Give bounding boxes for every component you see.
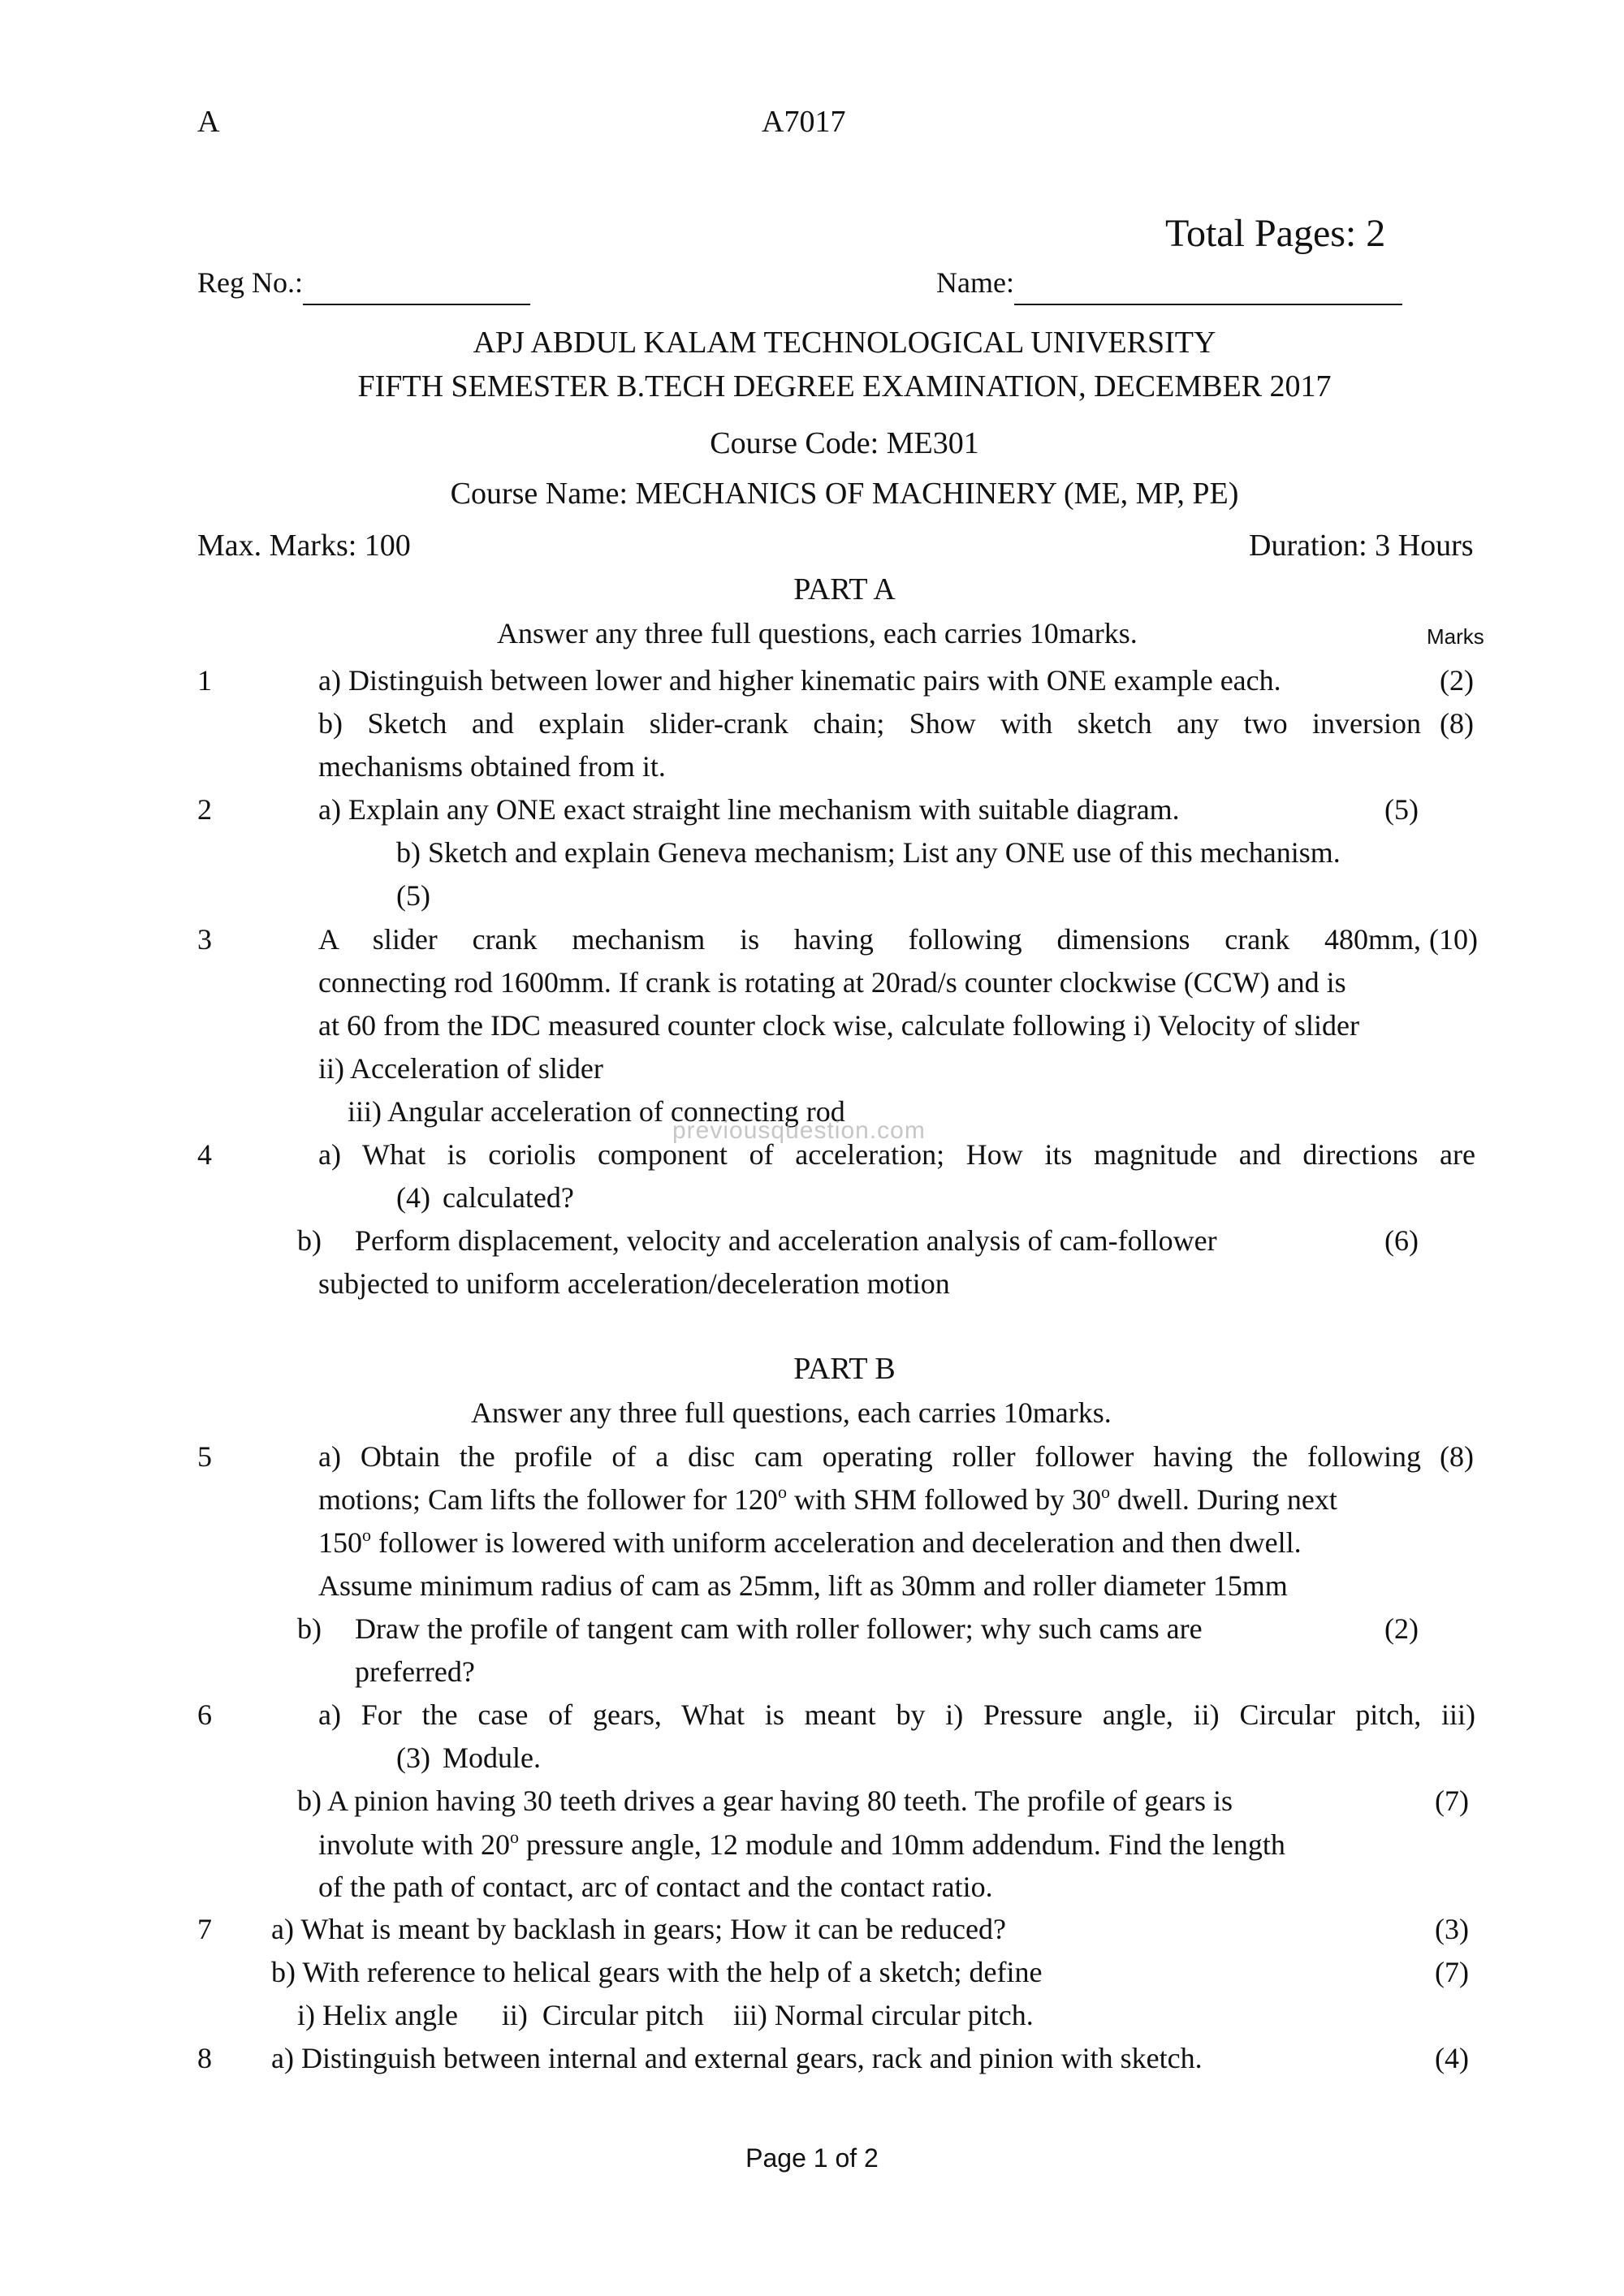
question-sub-label: b)	[297, 1612, 322, 1645]
question-number: 6	[197, 1698, 212, 1731]
question-marks: (7)	[1435, 1956, 1469, 1988]
question-text: i) Helix angle ii) Circular pitch iii) Normal circular pitch.	[297, 1999, 1034, 2031]
max-marks: Max. Marks: 100	[197, 529, 411, 563]
question-text: Assume minimum radius of cam as 25mm, lift as 30mm and roller diameter 15mm	[318, 1569, 1288, 1602]
reg-no-field	[197, 261, 530, 305]
question-marks: (8)	[1440, 707, 1474, 740]
question-5a-line3	[0, 1521, 1624, 1564]
question-7b	[0, 1951, 1624, 1993]
name-label: Name:	[936, 266, 1014, 299]
question-text: b) Sketch and explain slider-crank chain; Show with sketch any two inversion	[318, 707, 1421, 740]
question-text: 150$^o$ follower is lowered with uniform acceleration and deceleration and then dwell.	[318, 1525, 1302, 1559]
question-marks: (4)	[1435, 2042, 1469, 2074]
question-1b-cont	[0, 745, 1624, 788]
question-text: at 60 from the IDC measured counter clock wise, calculate following i) Velocity of slider	[318, 1009, 1359, 1042]
course-code: Course Code: ME301	[710, 426, 979, 460]
question-5b	[0, 1608, 1624, 1650]
name-blank	[1014, 261, 1402, 305]
question-6b-line3	[0, 1866, 1624, 1908]
part-b-heading: PART B	[793, 1352, 896, 1386]
page-number: Page 1 of 2	[745, 2143, 879, 2173]
question-text: iii) Angular acceleration of connecting rod	[348, 1095, 845, 1128]
question-2a	[0, 788, 1624, 831]
question-8a	[0, 2037, 1624, 2079]
duration: Duration: 3 Hours	[1249, 529, 1474, 563]
question-marks: (10)	[1429, 923, 1478, 956]
question-3	[0, 918, 1624, 960]
question-3-line2	[0, 961, 1624, 1003]
question-2b	[0, 831, 1624, 874]
question-5b-cont	[0, 1651, 1624, 1693]
question-marks: (8)	[1440, 1440, 1474, 1473]
question-6a	[0, 1694, 1624, 1736]
question-text: a) Obtain the profile of a disc cam operating roller follower having the following	[318, 1440, 1421, 1473]
question-text: of the path of contact, arc of contact and the contact ratio.	[318, 1871, 993, 1903]
question-marks: (3)	[1435, 1913, 1469, 1945]
part-a-heading: PART A	[793, 572, 896, 606]
question-4a-cont	[0, 1176, 1624, 1219]
question-text: b) Sketch and explain Geneva mechanism; List any ONE use of this mechanism.	[396, 836, 1341, 869]
question-text: a) What is coriolis component of acceleration; How its magnitude and directions are	[318, 1138, 1475, 1171]
total-pages: Total Pages: 2	[1165, 212, 1386, 255]
question-6a-cont	[0, 1737, 1624, 1779]
question-marks: (4)	[396, 1181, 430, 1214]
question-text: A slider crank mechanism is having following dimensions crank 480mm,	[318, 923, 1421, 956]
reg-no-blank	[303, 261, 530, 305]
question-number: 8	[197, 2042, 212, 2074]
marks-column-label: Marks	[1427, 624, 1484, 649]
question-text: a) Explain any ONE exact straight line mechanism with suitable diagram.	[318, 793, 1180, 826]
part-b-instruction: Answer any three full questions, each carries 10marks.	[471, 1396, 1112, 1429]
question-text: a) Distinguish between internal and external gears, rack and pinion with sketch.	[271, 2042, 1203, 2074]
name-field	[936, 261, 1402, 305]
question-3-line4	[0, 1047, 1624, 1090]
question-number: 1	[197, 664, 212, 697]
question-4b-cont	[0, 1262, 1624, 1305]
question-number: 7	[197, 1913, 212, 1945]
paper-code: A7017	[762, 105, 846, 139]
question-4b	[0, 1219, 1624, 1262]
question-number: 2	[197, 793, 212, 826]
question-marks: (5)	[1384, 793, 1419, 826]
part-a-instruction: Answer any three full questions, each carries 10marks.	[497, 617, 1138, 650]
question-text: subjected to uniform acceleration/deceleration motion	[318, 1267, 950, 1300]
question-marks: (7)	[1435, 1785, 1469, 1817]
exam-title: FIFTH SEMESTER B.TECH DEGREE EXAMINATION, DECEMBER 2017	[357, 369, 1332, 404]
question-1b	[0, 702, 1624, 744]
question-marks: (2)	[1384, 1612, 1419, 1645]
question-marks: (5)	[396, 879, 430, 912]
watermark-logo: previousquestion.com	[672, 1117, 926, 1144]
question-5a-line4	[0, 1564, 1624, 1607]
question-text: mechanisms obtained from it.	[318, 750, 666, 783]
question-text: b) A pinion having 30 teeth drives a gear having 80 teeth. The profile of gears is	[297, 1785, 1233, 1817]
question-sub-label: b)	[297, 1224, 322, 1257]
reg-no-label: Reg No.:	[197, 266, 303, 299]
question-text: involute with 20$^o$ pressure angle, 12 module and 10mm addendum. Find the length	[318, 1827, 1285, 1861]
question-5a	[0, 1435, 1624, 1478]
question-text: ii) Acceleration of slider	[318, 1052, 603, 1085]
question-marks: (6)	[1384, 1224, 1419, 1257]
course-name: Course Name: MECHANICS OF MACHINERY (ME, MP, PE)	[450, 477, 1239, 511]
question-text: a) What is meant by backlash in gears; How it can be reduced?	[271, 1913, 1006, 1945]
question-text: calculated?	[443, 1181, 574, 1214]
set-label: A	[197, 105, 220, 139]
question-marks: (2)	[1440, 664, 1474, 697]
question-6b	[0, 1780, 1624, 1822]
question-6b-line2	[0, 1823, 1624, 1866]
university-name: APJ ABDUL KALAM TECHNOLOGICAL UNIVERSITY	[473, 326, 1216, 360]
question-text: preferred?	[355, 1655, 475, 1688]
question-text: connecting rod 1600mm. If crank is rotating at 20rad/s counter clockwise (CCW) and is	[318, 966, 1346, 999]
question-number: 5	[197, 1440, 212, 1473]
question-text: Perform displacement, velocity and acceleration analysis of cam-follower	[355, 1224, 1217, 1257]
question-5a-line2	[0, 1478, 1624, 1521]
question-text: motions; Cam lifts the follower for 120$^o$ with SHM followed by 30$^o$ dwell. During next	[318, 1482, 1337, 1516]
question-text: Module.	[443, 1741, 541, 1774]
question-3-line3	[0, 1004, 1624, 1047]
question-7a	[0, 1908, 1624, 1950]
question-text: b) With reference to helical gears with the help of a sketch; define	[271, 1956, 1043, 1988]
question-7b-sub	[0, 1994, 1624, 2036]
question-2b-marks	[0, 874, 1624, 917]
question-number: 3	[197, 923, 212, 956]
question-text: a) Distinguish between lower and higher kinematic pairs with ONE example each.	[318, 664, 1281, 697]
question-text: Draw the profile of tangent cam with roller follower; why such cams are	[355, 1612, 1203, 1645]
question-marks: (3)	[396, 1741, 430, 1774]
question-1a	[0, 659, 1624, 701]
question-text: a) For the case of gears, What is meant by i) Pressure angle, ii) Circular pitch, iii)	[318, 1698, 1475, 1731]
question-number: 4	[197, 1138, 212, 1171]
